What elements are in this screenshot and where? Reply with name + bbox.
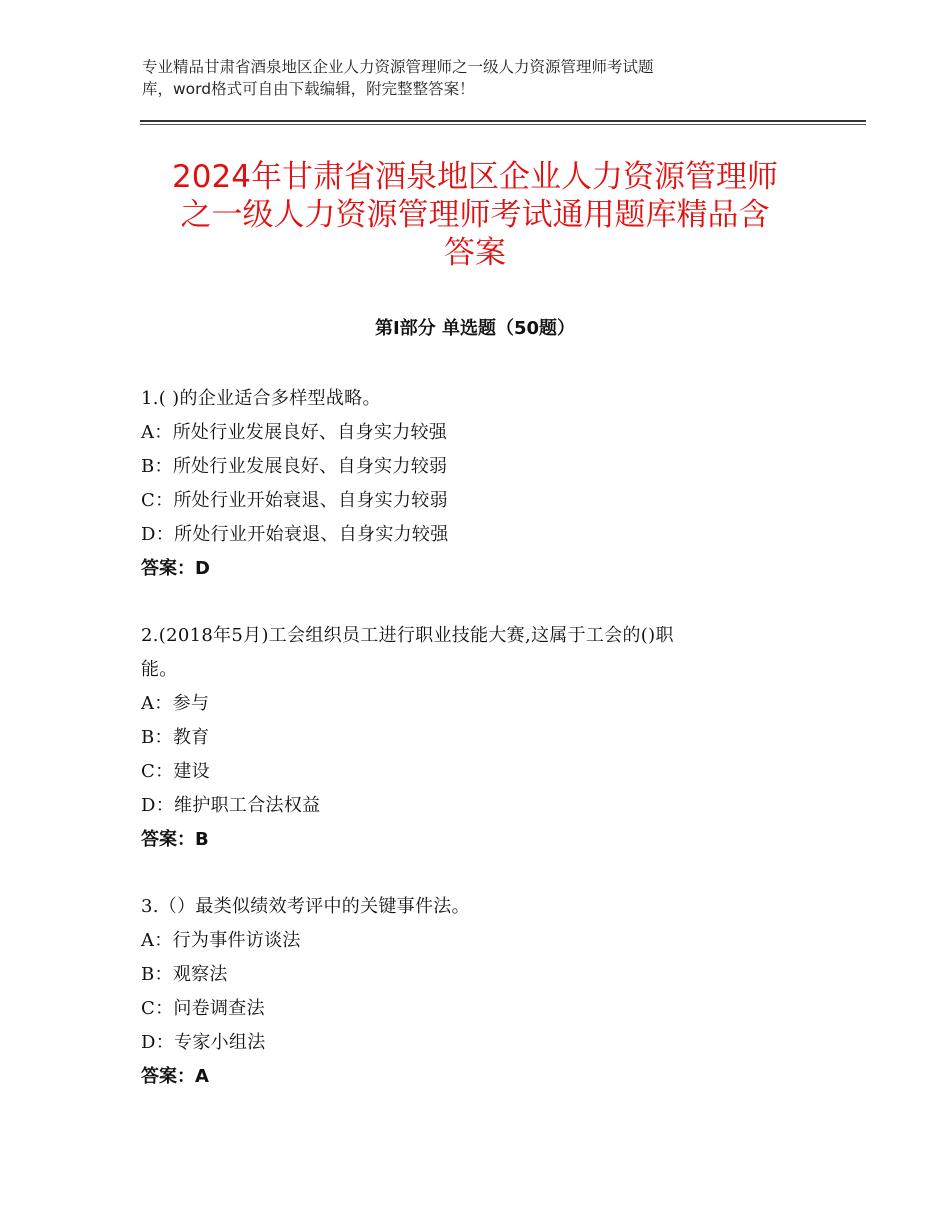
question-stem: 3.（）最类似绩效考评中的关键事件法。: [141, 896, 470, 917]
document-title-line-3: 答案: [444, 235, 506, 271]
option-b: B：教育: [141, 727, 210, 748]
option-a: A：所处行业发展良好、自身实力较强: [141, 422, 448, 443]
option-a: A：参与: [141, 693, 210, 714]
question-stem: 2.(2018年5月)工会组织员工进行职业技能大赛,这属于工会的()职: [141, 625, 674, 646]
document-title-line-1: 2024年甘肃省酒泉地区企业人力资源管理师: [172, 159, 778, 195]
option-d: D：维护职工合法权益: [141, 795, 321, 816]
option-c: C：问卷调查法: [141, 998, 265, 1019]
option-b: B：所处行业发展良好、自身实力较弱: [141, 456, 448, 477]
question-list: [141, 382, 821, 1127]
option-a: A：行为事件访谈法: [141, 930, 301, 951]
question-3: [141, 890, 821, 1094]
header-note-line-1: 专业精品甘肃省酒泉地区企业人力资源管理师之一级人力资源管理师考试题: [142, 58, 654, 76]
question-1: [141, 382, 821, 586]
header-note: [142, 56, 822, 100]
section-heading: 第Ⅰ部分 单选题（50题）: [374, 318, 575, 339]
option-c: C：建设: [141, 761, 210, 782]
document-title-line-2: 之一级人力资源管理师考试通用题库精品含: [180, 197, 770, 233]
option-d: D：所处行业开始衰退、自身实力较强: [141, 524, 449, 545]
option-d: D：专家小组法: [141, 1032, 266, 1053]
option-c: C：所处行业开始衰退、自身实力较弱: [141, 490, 448, 511]
document-title: [120, 158, 830, 272]
answer-label: 答案：D: [141, 558, 210, 579]
answer-label: 答案：A: [141, 1066, 209, 1087]
option-b: B：观察法: [141, 964, 228, 985]
header-divider: [140, 120, 866, 125]
answer-label: 答案：B: [141, 829, 209, 850]
question-stem-continued: 能。: [141, 659, 178, 680]
question-2: [141, 619, 821, 857]
header-note-line-2: 库，word格式可自由下载编辑，附完整整答案！: [142, 80, 475, 98]
question-stem: 1.( )的企业适合多样型战略。: [141, 388, 381, 409]
